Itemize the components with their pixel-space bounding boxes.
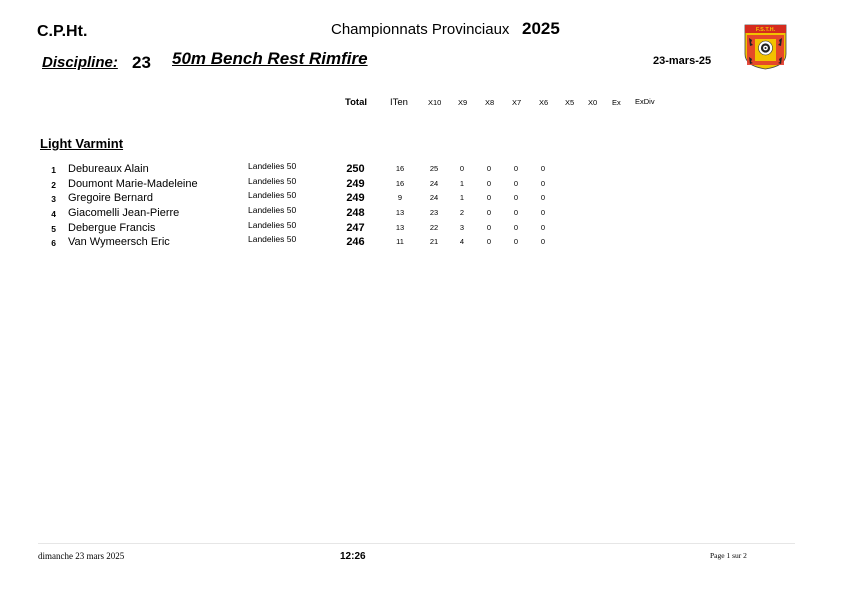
result-row	[0, 207, 841, 221]
club-name: Landelies 50	[248, 176, 297, 186]
shooter-name: Debergue Francis	[68, 222, 156, 234]
x6-count: 0	[540, 193, 546, 202]
total-score: 247	[346, 222, 365, 234]
discipline-name: 50m Bench Rest Rimfire	[172, 49, 368, 68]
x8-count: 0	[486, 193, 492, 202]
discipline-number: 23	[132, 53, 151, 72]
rank: 1	[51, 165, 56, 175]
result-row	[0, 222, 841, 236]
iten-count: 16	[395, 179, 405, 188]
x10-count: 21	[429, 237, 439, 246]
x6-count: 0	[540, 208, 546, 217]
x8-count: 0	[486, 179, 492, 188]
x6-count: 0	[540, 164, 546, 173]
club-name: Landelies 50	[248, 220, 297, 230]
column-header-x6: X6	[539, 98, 549, 107]
x10-count: 24	[429, 193, 439, 202]
x6-count: 0	[540, 237, 546, 246]
footer-time: 12:26	[340, 551, 366, 562]
column-header-x9: X9	[458, 98, 468, 107]
club-name: Landelies 50	[248, 234, 297, 244]
shooter-name: Van Wymeersch Eric	[68, 236, 170, 248]
x9-count: 4	[459, 237, 465, 246]
column-header-x7: X7	[512, 98, 522, 107]
iten-count: 13	[395, 208, 405, 217]
competition-date: 23-mars-25	[653, 55, 712, 67]
result-row	[0, 236, 841, 250]
column-header-total: Total	[345, 97, 367, 108]
x7-count: 0	[513, 208, 519, 217]
x9-count: 3	[459, 223, 465, 232]
x8-count: 0	[486, 223, 492, 232]
organization-name: C.P.Ht.	[37, 23, 88, 40]
club-name: Landelies 50	[248, 205, 297, 215]
iten-count: 9	[397, 193, 403, 202]
championship-title: Championnats Provinciaux	[331, 21, 510, 38]
result-row	[0, 192, 841, 206]
x10-count: 25	[429, 164, 439, 173]
page-number: 1	[726, 551, 731, 560]
footer-date: dimanche 23 mars 2025	[38, 551, 125, 561]
shooter-name: Gregoire Bernard	[68, 192, 153, 204]
iten-count: 13	[395, 223, 405, 232]
x7-count: 0	[513, 179, 519, 188]
rank: 4	[51, 209, 56, 219]
total-score: 250	[346, 163, 365, 175]
logo-lettering: F.S.T.H.	[755, 27, 776, 34]
club-name: Landelies 50	[248, 190, 297, 200]
x8-count: 0	[486, 208, 492, 217]
rank: 3	[51, 194, 56, 204]
column-header-x10: X10	[428, 98, 442, 107]
total-score: 246	[346, 236, 365, 248]
shooter-name: Doumont Marie-Madeleine	[68, 178, 198, 190]
page-label: Page	[710, 551, 725, 560]
category-title: Light Varmint	[40, 136, 124, 151]
column-header-iten: ITen	[390, 97, 408, 108]
shooter-name: Giacomelli Jean-Pierre	[68, 207, 180, 219]
column-header-x8: X8	[485, 98, 495, 107]
x8-count: 0	[486, 237, 492, 246]
x7-count: 0	[513, 164, 519, 173]
column-header-exdiv: ExDiv	[635, 97, 655, 106]
x7-count: 0	[513, 237, 519, 246]
page-total: 2	[743, 551, 747, 560]
x9-count: 2	[459, 208, 465, 217]
page-indicator	[710, 551, 747, 560]
rank: 2	[51, 180, 56, 190]
column-header-x5: X5	[565, 98, 575, 107]
total-score: 248	[346, 207, 365, 219]
rank: 6	[51, 238, 56, 248]
x7-count: 0	[513, 223, 519, 232]
federation-logo	[744, 24, 787, 70]
page-of-label: sur	[732, 551, 742, 560]
championship-year: 2025	[522, 19, 560, 38]
x8-count: 0	[486, 164, 492, 173]
footer-divider	[38, 543, 795, 544]
iten-count: 16	[395, 164, 405, 173]
x7-count: 0	[513, 193, 519, 202]
column-header-x0: X0	[588, 98, 598, 107]
shooter-name: Debureaux Alain	[68, 163, 149, 175]
x9-count: 1	[459, 179, 465, 188]
total-score: 249	[346, 192, 365, 204]
column-header-ex: Ex	[612, 98, 621, 107]
x9-count: 1	[459, 193, 465, 202]
discipline-label: Discipline:	[42, 54, 118, 71]
rank: 5	[51, 224, 56, 234]
club-name: Landelies 50	[248, 161, 297, 171]
iten-count: 11	[396, 237, 404, 246]
result-row	[0, 163, 841, 177]
result-row	[0, 178, 841, 192]
x9-count: 0	[459, 164, 465, 173]
x10-count: 24	[429, 179, 439, 188]
x10-count: 23	[429, 208, 439, 217]
x6-count: 0	[540, 223, 546, 232]
x6-count: 0	[540, 179, 546, 188]
total-score: 249	[346, 178, 365, 190]
x10-count: 22	[429, 223, 439, 232]
